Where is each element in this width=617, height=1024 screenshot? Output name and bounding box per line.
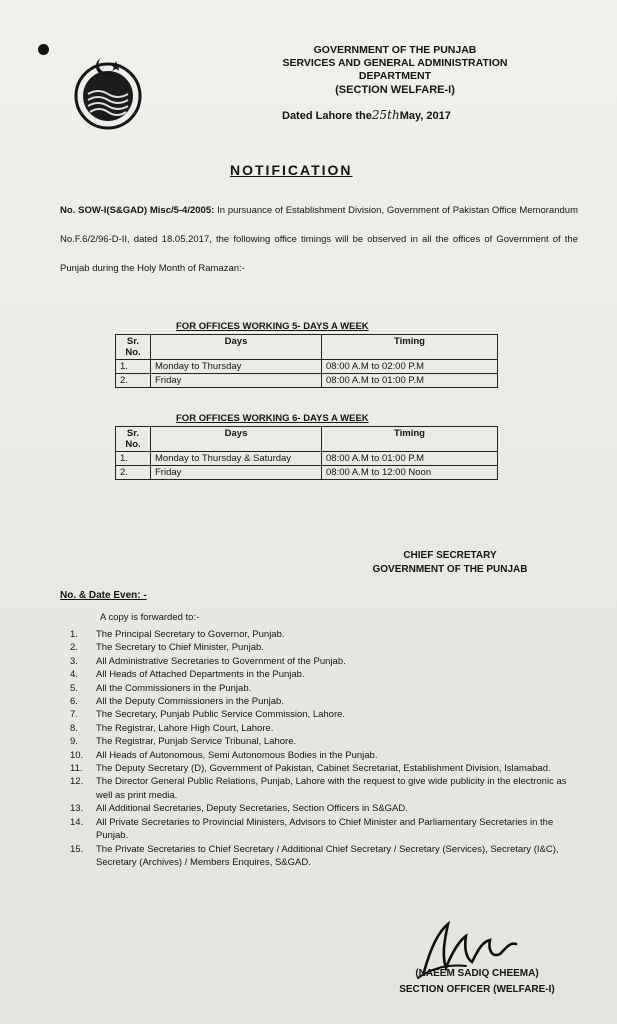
col-days: Days: [151, 427, 322, 452]
list-item: 4. All Heads of Attached Departments in the Punjab.: [70, 669, 305, 681]
cell-timing: 08:00 A.M to 01:00 P.M: [322, 452, 498, 466]
notification-title: NOTIFICATION: [230, 162, 353, 178]
col-timing: Timing: [322, 335, 498, 360]
list-item: 2. The Secretary to Chief Minister, Punjab.: [70, 642, 264, 654]
cell-days: Monday to Thursday & Saturday: [151, 452, 322, 466]
table6-heading: FOR OFFICES WORKING 6- DAYS A WEEK: [176, 413, 369, 424]
notification-body: [60, 196, 578, 283]
officer-designation: SECTION OFFICER (WELFARE-I): [399, 984, 555, 995]
list-item: 3. All Administrative Secretaries to Government of the Punjab.: [70, 655, 346, 667]
col-timing: Timing: [322, 427, 498, 452]
chief-secretary-title: CHIEF SECRETARY: [403, 550, 497, 561]
col-days: Days: [151, 335, 322, 360]
cell-sr: 2.: [116, 374, 151, 388]
handwritten-date: 25th: [371, 108, 400, 122]
dated-line: [282, 108, 451, 122]
list-item: 6. All the Deputy Commissioners in the Punjab.: [70, 696, 284, 708]
table-row: [116, 452, 498, 466]
list-item: 9. The Registrar, Punjab Service Tribunal, Lahore.: [70, 736, 297, 748]
cell-days: Friday: [151, 374, 322, 388]
dated-prefix: Dated Lahore the: [282, 110, 372, 122]
list-item: 10. All Heads of Autonomous, Semi Autonomous Bodies in the Punjab.: [70, 749, 378, 761]
table-row: [116, 360, 498, 374]
body-text: In pursuance of Establishment Division, Government of Pakistan Office Memorandum No.F.6/2/96-D-II, dated 18.05.2017, the following office timings will be observed in all the offices of Government of the Punjab during the Holy Month of Ramazan:-: [60, 205, 578, 274]
list-item: 15. The Private Secretaries to Chief Secretary / Additional Chief Secretary / Secretary (Services), Secretary (I&C), Secretary (Archives) / Members Enquires, S&GAD.: [70, 843, 559, 868]
no-date-even: No. & Date Even: -: [60, 590, 147, 601]
cell-days: Friday: [151, 466, 322, 480]
cell-sr: 1.: [116, 360, 151, 374]
chief-secretary-govt: GOVERNMENT OF THE PUNJAB: [372, 564, 528, 575]
punjab-government-emblem: [68, 52, 148, 138]
officer-name: (NAEEM SADIQ CHEEMA): [415, 968, 539, 979]
table-row: [116, 374, 498, 388]
reference-number: No. SOW-I(S&GAD) Misc/5-4/2005:: [60, 205, 215, 216]
cell-timing: 08:00 A.M to 02:00 P.M: [322, 360, 498, 374]
header-department-line: DEPARTMENT: [358, 70, 432, 82]
list-item: 12. The Director General Public Relations, Punjab, Lahore with the request to give wide publicity in the electronic as well as print media.: [70, 776, 567, 801]
cell-timing: 08:00 A.M to 01:00 P.M: [322, 374, 498, 388]
cell-sr: 1.: [116, 452, 151, 466]
list-item: 14. All Private Secretaries to Provincial Ministers, Advisors to Chief Minister and Parliamentary Secretaries in the Punjab.: [70, 816, 554, 842]
header-government: GOVERNMENT OF THE PUNJAB: [313, 44, 477, 56]
list-item: 1. The Principal Secretary to Governor, Punjab.: [70, 629, 285, 640]
timings-table-5-days: [115, 334, 498, 388]
header-section: (SECTION WELFARE-I): [335, 84, 455, 96]
timings-table-6-days: [115, 426, 498, 480]
cell-sr: 2.: [116, 466, 151, 480]
list-item: 13. All Additional Secretaries, Deputy Secretaries, Section Officers in S&GAD.: [70, 803, 408, 815]
cell-days: Monday to Thursday: [151, 360, 322, 374]
col-sr: Sr. No.: [116, 427, 151, 452]
bullet-dot: [38, 44, 49, 55]
table5-heading: FOR OFFICES WORKING 5- DAYS A WEEK: [176, 321, 369, 332]
list-item: 5. All the Commissioners in the Punjab.: [70, 682, 252, 694]
list-item: 11. The Deputy Secretary (D), Government of Pakistan, Cabinet Secretariat, Establishment Division, Islamabad.: [70, 763, 551, 775]
recipients-list: [70, 628, 580, 869]
cell-timing: 08:00 A.M to 12:00 Noon: [322, 466, 498, 480]
col-sr: Sr. No.: [116, 335, 151, 360]
list-item: 8. The Registrar, Lahore High Court, Lahore.: [70, 722, 274, 734]
dated-suffix: May, 2017: [399, 110, 451, 122]
copy-forwarded: A copy is forwarded to:-: [100, 612, 200, 623]
list-item: 7. The Secretary, Punjab Public Service Commission, Lahore.: [70, 709, 346, 721]
header-department: SERVICES AND GENERAL ADMINISTRATION: [282, 57, 508, 69]
table-row: [116, 466, 498, 480]
